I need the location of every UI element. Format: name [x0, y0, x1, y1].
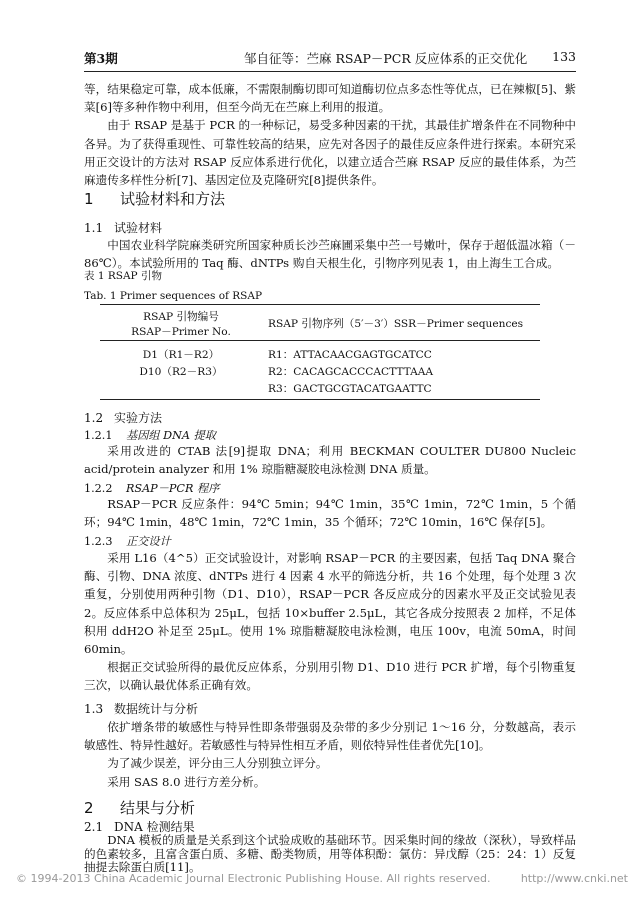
- header-primer-seq: RSAP 引物序列（5′－3′）SSR－Primer sequences: [268, 318, 524, 330]
- header-rule: [84, 71, 576, 72]
- dna-extraction-text: 采用改进的 CTAB 法[9]提取 DNA；利用 BECKMAN COULTER DU800 Nucleic acid/protein analyzer 和用 1% 琼脂糖凝胶电泳检测 DNA 质量。: [84, 444, 576, 477]
- table-caption-cn: 表 1 RSAP 引物: [84, 270, 162, 282]
- table-header-row: [100, 308, 540, 340]
- table-top-rule: [100, 304, 540, 305]
- intro-paragraph-2: 由于 RSAP 是基于 PCR 的一种标记，易受多种因素的干扰，其最佳扩增条件在不同物种中各异。为了获得重现性、可靠性较高的结果，应先对各因子的最佳反应条件进行探索。本研究采用正交设计的方法对 RSAP 反应体系进行优化，以建立适合苎麻 RSAP 反应的最佳体系，为苎麻遗传多样性分析[7]、基因定位及克隆研究[8]提供条件。: [84, 118, 576, 188]
- subsection-heading: 1.1 试验材料: [84, 221, 163, 235]
- running-header: [84, 49, 576, 69]
- subsection-heading: 1.2 实验方法: [84, 411, 163, 425]
- intro-text: [84, 80, 576, 189]
- table-bottom-rule: [100, 399, 540, 400]
- running-title: 邹自征等：苎麻 RSAP－PCR 反应体系的正交优化: [244, 51, 528, 66]
- subsubsection-heading: 1.2.1 基因组 DNA 提取: [84, 429, 216, 442]
- publisher-link[interactable]: http://www.cnki.net: [520, 872, 628, 885]
- intro-paragraph-1: 等，结果稳定可靠，成本低廉，不需限制酶切即可知道酶切位点多态性等优点，已在辣椒[5]、紫菜[6]等多种作物中利用，但至今尚无在苎麻上利用的报道。: [84, 82, 576, 115]
- table-mid-rule: [100, 340, 540, 341]
- subsubsection-heading: 1.2.3 正交设计: [84, 535, 171, 548]
- table-row: R3：GACTGCGTACATGAATTC: [268, 383, 432, 395]
- primer-table-body: [100, 346, 540, 397]
- section-heading: 1 试验材料和方法: [84, 190, 226, 208]
- copyright-notice: © 1994-2013 China Academic Journal Electronic Publishing House. All rights reserved.: [16, 872, 491, 885]
- issue-number: 第3期: [84, 51, 118, 66]
- page-number: 133: [552, 49, 576, 64]
- table-row: D10（R2－R3） R2：CACAGCACCCACTTTAAA: [139, 366, 434, 378]
- section-heading: 2 结果与分析: [84, 799, 196, 817]
- subsection-heading: 1.3 数据统计与分析: [84, 702, 199, 716]
- materials-text: 中国农业科学院麻类研究所国家种质长沙苎麻圃采集中苎一号嫩叶，保存于超低温冰箱（－86℃）。本试验所用的 Taq 酶、dNTPs 购自天根生化，引物序列见表 1，由上海生工合成。: [84, 238, 576, 271]
- subsection-heading: 2.1 DNA 检测结果: [84, 820, 195, 834]
- table-caption-en: Tab. 1 Primer sequences of RSAP: [84, 290, 263, 302]
- statistics-text: 依扩增条带的敏感性与特异性即条带强弱及杂带的多少分别记 1～16 分，分数越高，表示敏感性、特异性越好。若敏感性与特异性相互矛盾，则依特异性佳者优先[10]。 为了减少误差，评分由三人分别独立评分。 采用 SAS 8.0 进行方差分析。: [84, 720, 576, 789]
- orthogonal-design-text: 采用 L16（4^5）正交试验设计，对影响 RSAP－PCR 的主要因素，包括 Taq DNA 聚合酶、引物、DNA 浓度、dNTPs 进行 4 因素 4 水平的筛选分析，共 16 个处理，每个处理 3 次重复，分别使用两种引物（D1、D10），RSAP－PCR 各反应成分的因素水平及正交试验见表 2。反应体系中总体积为 25μL，包括 10×buffer 2.5μL，其它各成分按照表 2 加样，不足体积用 ddH2O 补足至 25μL。使用 1% 琼脂糖凝胶电泳检测，电压 100v，电流 50mA，时间 60min。 根据正交试验所得的最优反应体系，分别用引物 D1、D10 进行 PCR 扩增，每个引物重复三次，以确认最优体系正确有效。: [84, 551, 576, 693]
- dna-result-text: DNA 模板的质量是关系到这个试验成败的基础环节。因采集时间的缘故（深秋），导致样品的色素较多，且富含蛋白质、多糖、酚类物质，用等体积酚：氯仿：异戊醇（25：24：1）反复抽提去除蛋白质[11]。: [84, 833, 576, 874]
- subsubsection-heading: 1.2.2 RSAP－PCR 程序: [84, 482, 220, 495]
- primer-table: [100, 308, 540, 340]
- table-row: D1（R1－R2） R1：ATTACAACGAGTGCATCC: [142, 349, 432, 361]
- header-primer-no-cn: RSAP 引物编号: [143, 311, 219, 323]
- header-primer-no-en: RSAP－Primer No.: [131, 326, 231, 338]
- pcr-program-text: RSAP－PCR 反应条件：94℃ 5min；94℃ 1min，35℃ 1min，72℃ 1min，5 个循环；94℃ 1min，48℃ 1min，72℃ 1min，35 个循环；72℃ 10min，16℃ 保存[5]。: [84, 497, 576, 530]
